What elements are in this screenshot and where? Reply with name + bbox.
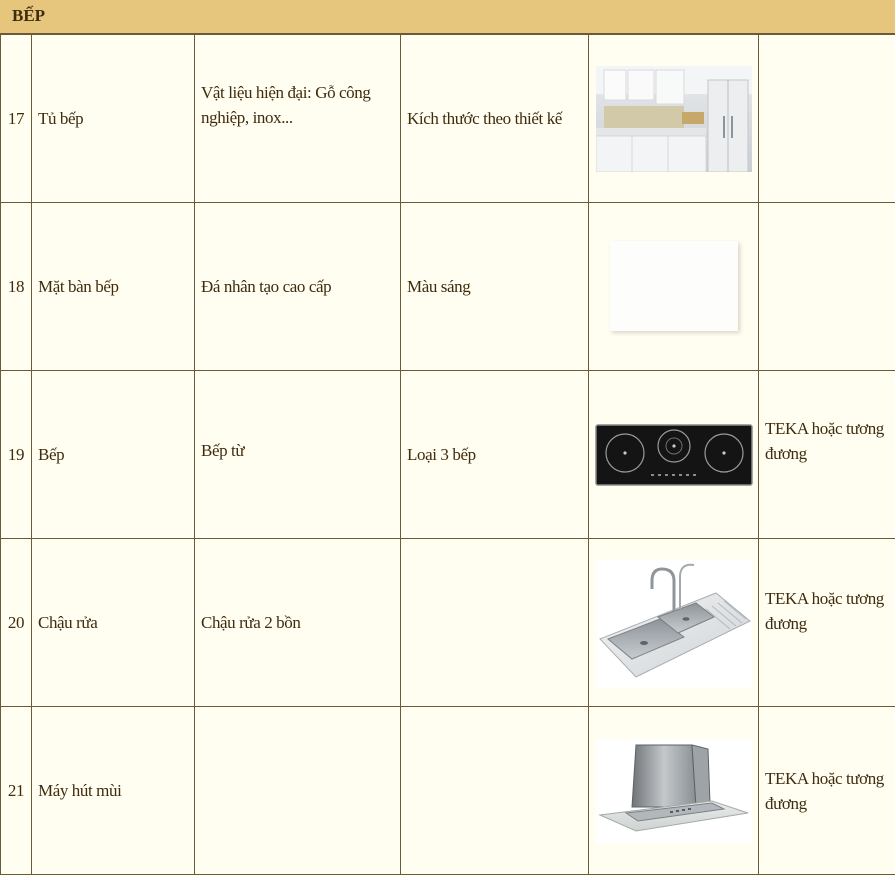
item-image-cell [589, 203, 759, 371]
kitchen-cabinet-photo [596, 66, 752, 172]
row-number: 18 [1, 203, 32, 371]
row-number: 19 [1, 371, 32, 539]
row-number: 21 [1, 707, 32, 875]
section-title: BẾP [12, 6, 46, 25]
item-material-text: Bếp từ [201, 441, 245, 460]
induction-cooktop-photo [595, 424, 753, 486]
item-brand [759, 203, 895, 371]
table-row [1, 539, 895, 707]
item-material [195, 371, 401, 539]
item-brand: TEKA hoặc tương đương [759, 707, 895, 875]
item-material-text: Vật liệu hiện đại: Gỗ công nghiệp, inox... [201, 82, 371, 127]
item-spec: Loại 3 bếp [401, 371, 589, 539]
section-header [0, 0, 895, 34]
row-number: 17 [1, 35, 32, 203]
table-row [1, 35, 895, 203]
table-row [1, 707, 895, 875]
item-image-cell [589, 371, 759, 539]
countertop-stone-photo [604, 237, 744, 337]
item-image-cell [589, 539, 759, 707]
double-sink-photo [596, 559, 752, 687]
item-spec [401, 539, 589, 707]
item-spec [401, 707, 589, 875]
item-material: Đá nhân tạo cao cấp [195, 203, 401, 371]
item-name: Tủ bếp [32, 35, 195, 203]
item-spec: Màu sáng [401, 203, 589, 371]
item-brand [759, 539, 895, 707]
item-name: Chậu rửa [32, 539, 195, 707]
item-name: Máy hút mùi [32, 707, 195, 875]
item-material [195, 35, 401, 203]
item-brand [759, 35, 895, 203]
item-name: Bếp [32, 371, 195, 539]
spec-table [0, 34, 895, 875]
item-spec: Kích thước theo thiết kế [401, 35, 589, 203]
item-brand-text: TEKA hoặc tương đương [765, 418, 884, 463]
table-row [1, 371, 895, 539]
item-brand [759, 371, 895, 539]
table-row [1, 203, 895, 371]
item-image-cell [589, 35, 759, 203]
item-material [195, 707, 401, 875]
row-number: 20 [1, 539, 32, 707]
item-image-cell [589, 707, 759, 875]
range-hood-photo [596, 739, 752, 843]
item-material: Chậu rửa 2 bồn [195, 539, 401, 707]
item-brand-text: TEKA hoặc tương đương [765, 588, 884, 633]
item-name: Mặt bàn bếp [32, 203, 195, 371]
